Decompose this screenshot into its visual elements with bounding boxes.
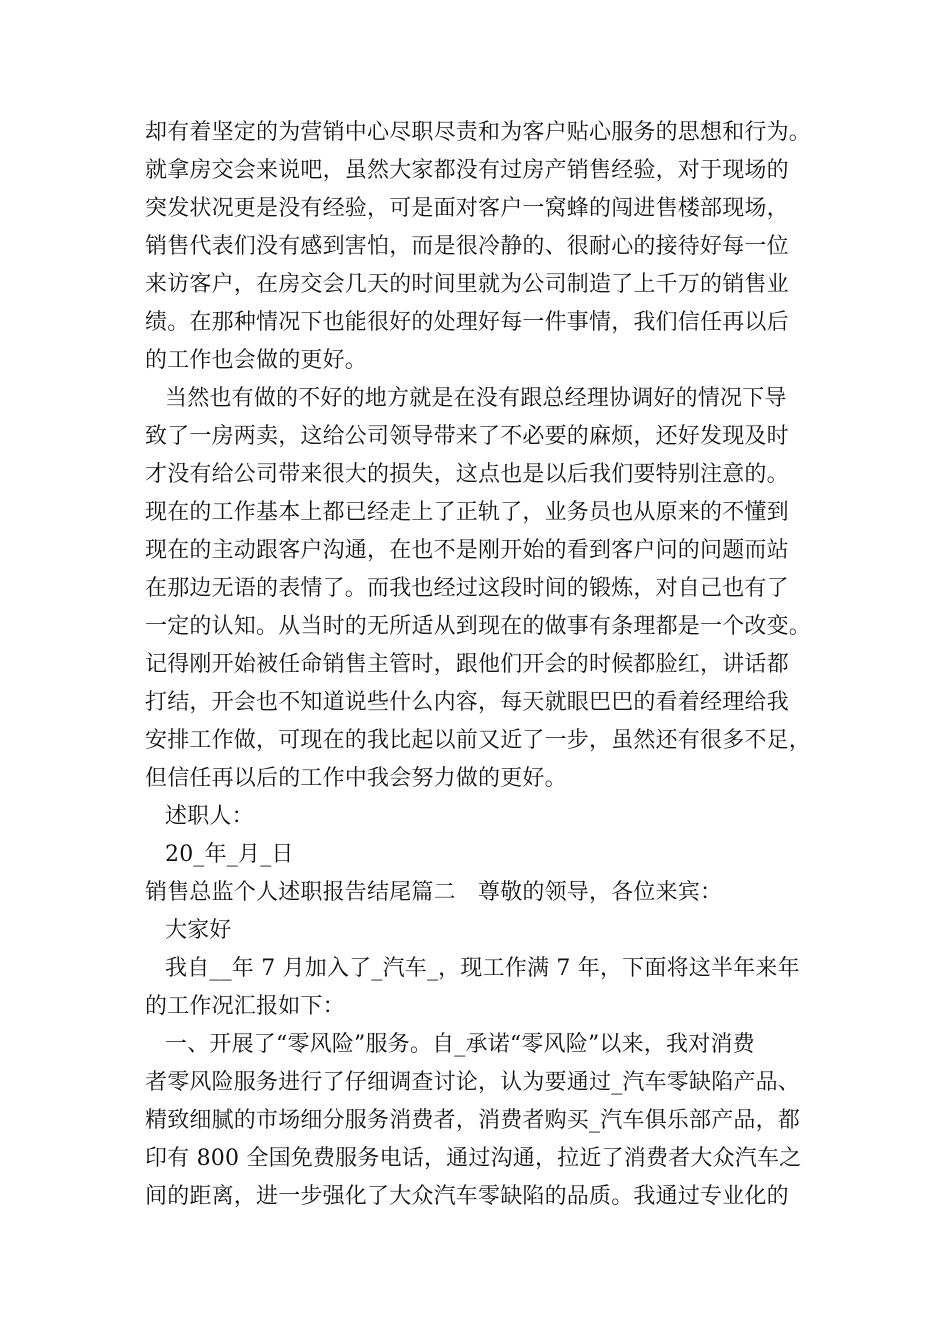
text-line: 来访客户，在房交会几天的时间里就为公司制造了上千万的销售业 <box>145 272 789 297</box>
text-line: 间的距离，进一步强化了大众汽车零缺陷的品质。我通过专业化的 <box>145 1184 789 1209</box>
text-line: 当然也有做的不好的地方就是在没有跟总经理协调好的情况下导 <box>165 386 787 411</box>
text-line: 大家好 <box>165 918 232 943</box>
text-line: 致了一房两卖，这给公司领导带来了不必要的麻烦，还好发现及时 <box>145 424 789 449</box>
text-line: 一定的认知。从当时的无所适从到现在的做事有条理都是一个改变。 <box>145 614 812 639</box>
text-line: 述职人： <box>165 804 254 829</box>
text-line: 现在的工作基本上都已经走上了正轨了，业务员也从原来的不懂到 <box>145 500 789 525</box>
text-line: 却有着坚定的为营销中心尽职尽责和为客户贴心服务的思想和行为。 <box>145 120 812 145</box>
text-line: 者零风险服务进行了仔细调查讨论，认为要通过_汽车零缺陷产品、 <box>145 1070 801 1095</box>
text-line: 印有 800 全国免费服务电话，通过沟通，拉近了消费者大众汽车之 <box>145 1146 802 1171</box>
text-line: 的工作况汇报如下： <box>145 994 345 1019</box>
text-line: 打结，开会也不知道说些什么内容，每天就眼巴巴的看着经理给我 <box>145 690 789 715</box>
text-line: 的工作也会做的更好。 <box>145 348 368 373</box>
text-line: 现在的主动跟客户沟通，在也不是刚开始的看到客户问的问题而站 <box>145 538 789 563</box>
text-line: 在那边无语的表情了。而我也经过这段时间的锻炼，对自己也有了 <box>145 576 789 601</box>
document-body <box>145 114 825 1216</box>
text-line: 绩。在那种情况下也能很好的处理好每一件事情，我们信任再以后 <box>145 310 789 335</box>
text-line: 20_年_月_日 <box>165 842 294 867</box>
text-line: 精致细腻的市场细分服务消费者，消费者购买_汽车俱乐部产品，都 <box>145 1108 801 1133</box>
text-line: 就拿房交会来说吧，虽然大家都没有过房产销售经验，对于现场的 <box>145 158 789 183</box>
text-line: 安排工作做，可现在的我比起以前又近了一步，虽然还有很多不足， <box>145 728 812 753</box>
text-line: 记得刚开始被任命销售主管时，跟他们开会的时候都脸红，讲话都 <box>145 652 789 677</box>
text-line: 销售总监个人述职报告结尾篇二 尊敬的领导，各位来宾： <box>145 880 723 905</box>
text-line: 才没有给公司带来很大的损失，这点也是以后我们要特别注意的。 <box>145 462 789 487</box>
text-line: 销售代表们没有感到害怕，而是很冷静的、很耐心的接待好每一位 <box>145 234 789 259</box>
text-line: 一、开展了“零风险”服务。自_承诺“零风险”以来，我对消费 <box>165 1032 755 1057</box>
text-line: 我自__年 7 月加入了_汽车_，现工作满 7 年，下面将这半年来年 <box>165 956 800 981</box>
text-line: 突发状况更是没有经验，可是面对客户一窝蜂的闯进售楼部现场， <box>145 196 789 221</box>
text-line: 但信任再以后的工作中我会努力做的更好。 <box>145 766 567 791</box>
